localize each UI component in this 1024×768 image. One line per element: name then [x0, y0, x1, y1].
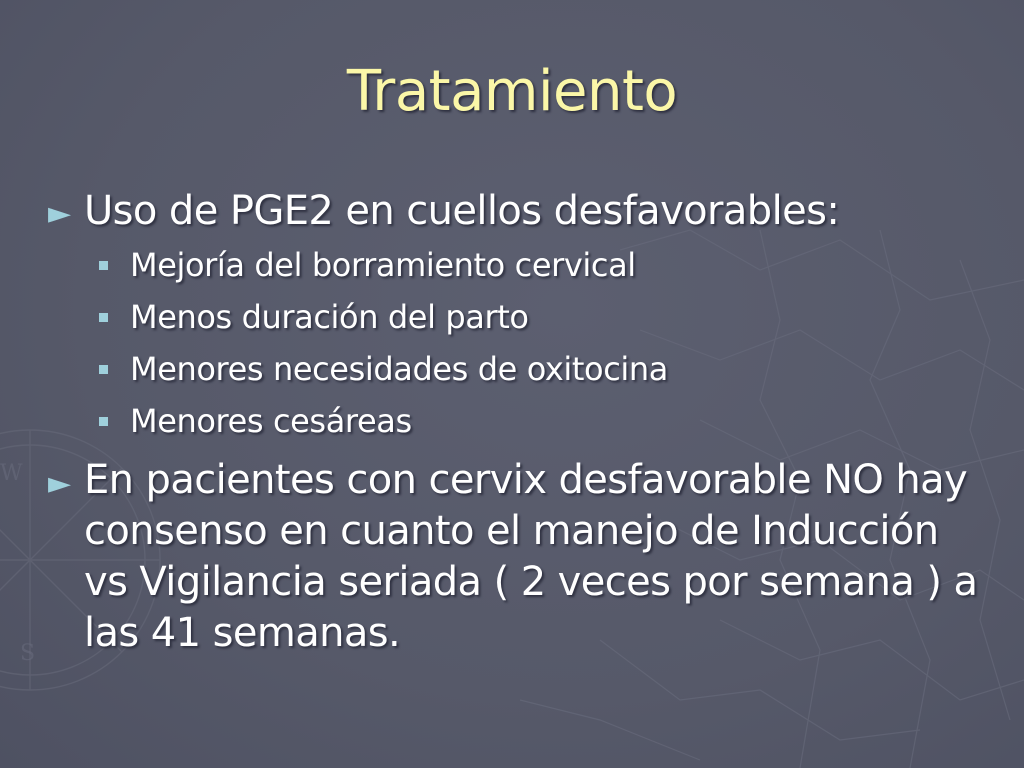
- square-bullet-icon: [99, 417, 108, 426]
- square-bullet-icon: [99, 365, 108, 374]
- subbullet-text: Menores cesáreas: [130, 402, 412, 440]
- subbullet-text: Menos duración del parto: [130, 298, 529, 336]
- square-bullet-icon: [99, 261, 108, 270]
- arrow-bullet-icon: ►: [48, 466, 72, 501]
- arrow-bullet-icon: ►: [48, 196, 72, 231]
- slide-title: Tratamiento: [346, 59, 678, 124]
- subbullet-borramiento: [0, 242, 1024, 294]
- svg-text:S: S: [20, 641, 36, 666]
- square-bullet-icon: [99, 313, 108, 322]
- subbullet-text: Menores necesidades de oxitocina: [130, 350, 669, 388]
- subbullet-oxitocina: [0, 346, 1024, 398]
- svg-text:W: W: [0, 461, 23, 486]
- subbullet-duracion: [0, 294, 1024, 346]
- subbullet-text: Mejoría del borramiento cervical: [130, 246, 636, 284]
- bullet-text: Uso de PGE2 en cuellos desfavorables:: [84, 188, 840, 234]
- bullet-text: En pacientes con cervix desfavorable NO hay consenso en cuanto el manejo de Inducción vs Vigilancia seriada ( 2 veces por semana ) a las 41 semanas.: [84, 457, 978, 656]
- subbullet-cesareas: [0, 398, 1024, 450]
